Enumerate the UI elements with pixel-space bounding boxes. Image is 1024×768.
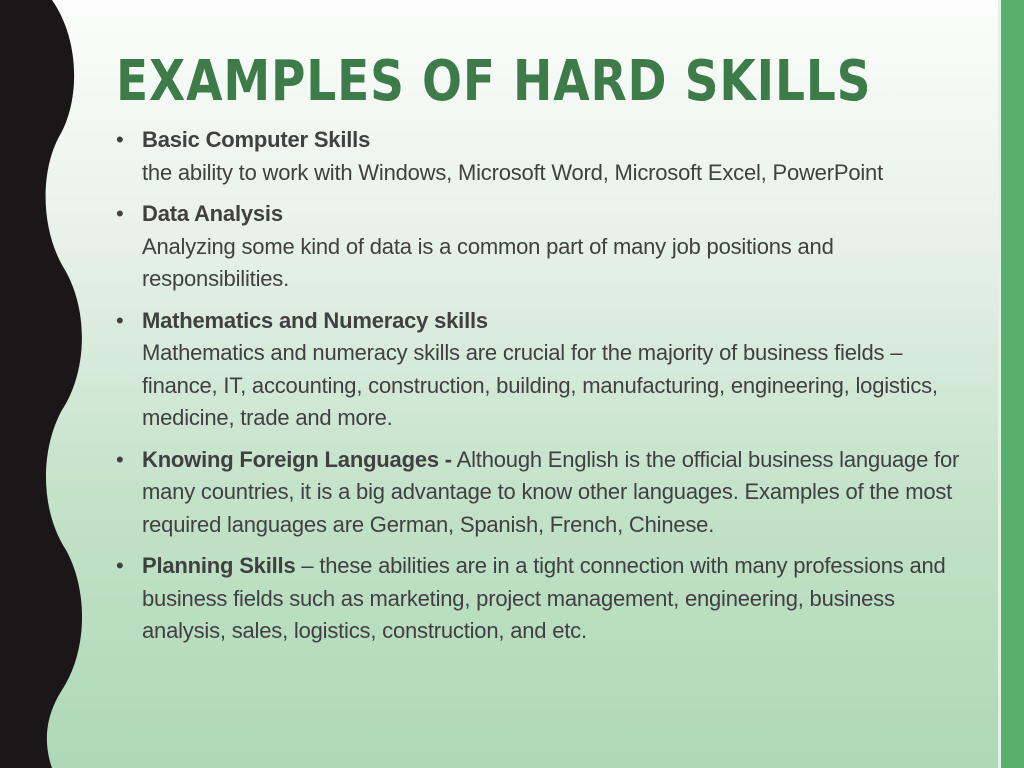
- bullet-description: – these abilities are in a tight connection with many professions and business fields such as marketing, project management, engineering, business analysis, sales, logistics, construction, and etc.: [142, 553, 946, 643]
- bullet-heading: Knowing Foreign Languages -: [142, 446, 452, 472]
- bullet-dot-icon: •: [116, 201, 124, 226]
- bullet-heading: Planning Skills: [142, 553, 296, 578]
- slide-title: EXAMPLES OF HARD SKILLS: [116, 49, 872, 114]
- bullet-dot-icon: •: [116, 127, 124, 152]
- bullet-description: Although English is the official business language for many countries, it is a big advantage to know other languages. Examples of the most required languages are German, Spanish, French, Chinese.: [142, 446, 960, 537]
- bullet-description: Analyzing some kind of data is a common part of many job positions and responsibilities.: [142, 233, 834, 291]
- bullet-description: Mathematics and numeracy skills are crucial for the majority of business fields – finance, IT, accounting, construction, building, manufacturing, engineering, logistics, medicine, trade and more.: [142, 340, 938, 430]
- list-item: [116, 550, 966, 648]
- bullet-text: [142, 124, 966, 189]
- bullet-text: [142, 550, 966, 648]
- list-item: [116, 124, 966, 189]
- bullet-heading: Data Analysis: [142, 201, 283, 226]
- left-wave-decoration: [0, 0, 90, 768]
- list-item: [116, 198, 966, 296]
- list-item: [116, 305, 966, 435]
- bullet-dot-icon: •: [116, 553, 124, 578]
- bullet-description: the ability to work with Windows, Microsoft Word, Microsoft Excel, PowerPoint: [142, 159, 883, 185]
- list-item: [116, 444, 966, 542]
- bullet-list: [116, 124, 966, 657]
- bullet-dot-icon: •: [116, 446, 124, 472]
- bullet-text: [142, 444, 966, 542]
- right-accent-bar: [1001, 0, 1024, 768]
- bullet-text: [142, 198, 966, 296]
- bullet-heading: Mathematics and Numeracy skills: [142, 307, 488, 333]
- bullet-heading: Basic Computer Skills: [142, 127, 371, 152]
- bullet-dot-icon: •: [116, 307, 124, 333]
- bullet-text: [142, 305, 966, 435]
